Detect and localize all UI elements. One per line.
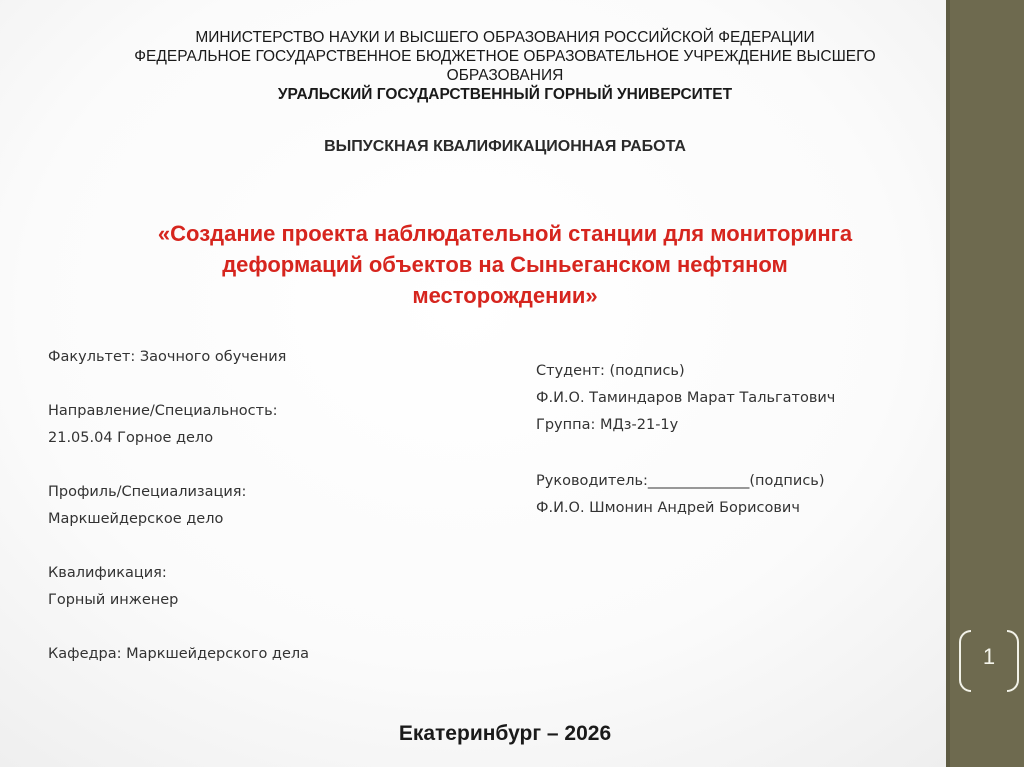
profile-label: Профиль/Специализация: [48,484,247,500]
direction-label: Направление/Специальность: [48,403,278,419]
university-name: УРАЛЬСКИЙ ГОСУДАРСТВЕННЫЙ ГОРНЫЙ УНИВЕРСИТЕТ [277,86,733,103]
student-signature: Студент: (подпись) [536,363,685,379]
city-year: Екатеринбург – 2026 [398,722,612,745]
header-line-1: МИНИСТЕРСТВО НАУКИ И ВЫСШЕГО ОБРАЗОВАНИЯ РОССИЙСКОЙ ФЕДЕРАЦИИ [195,29,815,46]
slide-number-badge [957,630,1021,690]
header-line-2: ФЕДЕРАЛЬНОЕ ГОСУДАРСТВЕННОЕ БЮДЖЕТНОЕ ОБРАЗОВАТЕЛЬНОЕ УЧРЕЖДЕНИЕ ВЫСШЕГО [134,48,876,65]
header-line-3: ОБРАЗОВАНИЯ [446,67,564,84]
profile-value: Маркшейдерское дело [48,511,224,527]
thesis-title [60,218,950,311]
title-line-1: «Создание проекта наблюдательной станции для мониторинга [157,221,853,246]
work-type-heading: ВЫПУСКНАЯ КВАЛИФИКАЦИОННАЯ РАБОТА [324,138,686,155]
student-group: Группа: МДз-21-1у [536,417,679,433]
program-info [48,344,488,668]
author-info [536,358,946,522]
student-name: Ф.И.О. Таминдаров Марат Тальгатович [536,390,836,406]
supervisor-signature: Руководитель:______________(подпись) [536,473,825,489]
supervisor-name: Ф.И.О. Шмонин Андрей Борисович [536,500,800,516]
qualification-label: Квалификация: [48,565,167,581]
faculty: Факультет: Заочного обучения [48,349,287,365]
slide-number: 1 [982,644,996,669]
department: Кафедра: Маркшейдерского дела [48,646,310,662]
title-line-3: месторождении» [412,283,598,308]
title-line-2: деформаций объектов на Сыньеганском нефтяном [222,252,788,277]
qualification-value: Горный инженер [48,592,179,608]
ministry-header [60,28,950,104]
direction-value: 21.05.04 Горное дело [48,430,214,446]
